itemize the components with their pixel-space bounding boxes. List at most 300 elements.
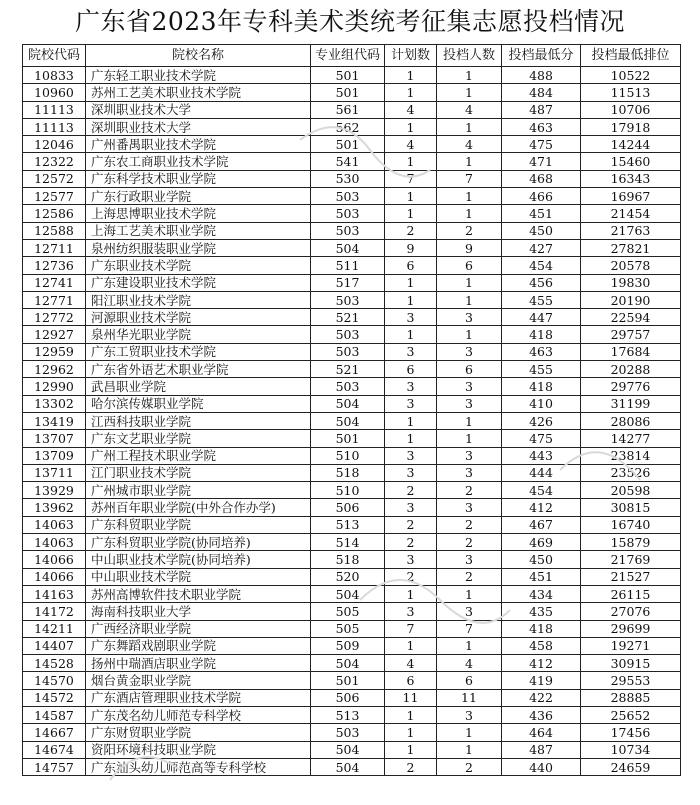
table-cell: 455 [502, 291, 581, 308]
table-cell: 12771 [23, 291, 86, 308]
table-cell: 1 [385, 153, 437, 170]
table-cell: 14063 [23, 534, 86, 551]
table-cell: 1 [437, 118, 502, 135]
table-cell: 2 [385, 222, 437, 239]
table-cell: 13302 [23, 395, 86, 412]
table-row [23, 412, 681, 429]
table-row [23, 499, 681, 516]
table-cell: 3 [385, 603, 437, 620]
table-cell: 3 [437, 499, 502, 516]
table-cell: 6 [385, 361, 437, 378]
table-cell: 14528 [23, 655, 86, 672]
table-cell: 11113 [23, 101, 86, 118]
table-row [23, 257, 681, 274]
table-cell: 广东省外语艺术职业学院 [86, 361, 311, 378]
table-cell: 2 [437, 482, 502, 499]
table-cell: 14572 [23, 689, 86, 706]
table-cell: 11 [437, 689, 502, 706]
table-cell: 14066 [23, 551, 86, 568]
table-row [23, 534, 681, 551]
table-cell: 1 [437, 430, 502, 447]
table-cell: 1 [385, 724, 437, 741]
table-cell: 1 [385, 118, 437, 135]
table-cell: 10833 [23, 67, 86, 84]
table-cell: 6 [437, 672, 502, 689]
table-cell: 20288 [581, 361, 681, 378]
table-cell: 521 [311, 309, 385, 326]
table-cell: 广东轻工职业技术学院 [86, 67, 311, 84]
table-cell: 烟台黄金职业学院 [86, 672, 311, 689]
table-cell: 1 [437, 637, 502, 654]
column-header: 投档最低分 [502, 45, 581, 67]
table-cell: 29553 [581, 672, 681, 689]
table-cell: 21527 [581, 568, 681, 585]
table-cell: 14163 [23, 585, 86, 602]
table-cell: 1 [437, 291, 502, 308]
table-cell: 广州番禺职业技术学院 [86, 136, 311, 153]
column-header: 投档最低排位 [581, 45, 681, 67]
table-cell: 28885 [581, 689, 681, 706]
table-cell: 12586 [23, 205, 86, 222]
table-row [23, 239, 681, 256]
table-cell: 27821 [581, 239, 681, 256]
table-cell: 广东建设职业技术学院 [86, 274, 311, 291]
table-cell: 7 [385, 170, 437, 187]
table-cell: 6 [385, 257, 437, 274]
table-cell: 12927 [23, 326, 86, 343]
table-cell: 17684 [581, 343, 681, 360]
table-cell: 503 [311, 291, 385, 308]
table-cell: 463 [502, 118, 581, 135]
table-cell: 16343 [581, 170, 681, 187]
table-cell: 541 [311, 153, 385, 170]
table-cell: 503 [311, 378, 385, 395]
table-cell: 456 [502, 274, 581, 291]
table-cell: 14277 [581, 430, 681, 447]
table-cell: 454 [502, 257, 581, 274]
table-cell: 511 [311, 257, 385, 274]
table-cell: 471 [502, 153, 581, 170]
table-cell: 资阳环境科技职业学院 [86, 741, 311, 758]
table-cell: 514 [311, 534, 385, 551]
table-cell: 泉州华光职业学院 [86, 326, 311, 343]
table-cell: 30815 [581, 499, 681, 516]
table-row [23, 170, 681, 187]
table-cell: 14674 [23, 741, 86, 758]
table-cell: 2 [437, 534, 502, 551]
table-row [23, 188, 681, 205]
table-cell: 2 [437, 516, 502, 533]
table-cell: 1 [385, 67, 437, 84]
table-cell: 广东酒店管理职业技术学院 [86, 689, 311, 706]
table-cell: 10734 [581, 741, 681, 758]
table-cell: 518 [311, 464, 385, 481]
table-row [23, 637, 681, 654]
table-cell: 503 [311, 343, 385, 360]
table-cell: 12572 [23, 170, 86, 187]
table-cell: 418 [502, 378, 581, 395]
table-cell: 3 [385, 551, 437, 568]
table-row [23, 516, 681, 533]
table-cell: 上海工艺美术职业学院 [86, 222, 311, 239]
table-cell: 12588 [23, 222, 86, 239]
table-cell: 561 [311, 101, 385, 118]
table-cell: 440 [502, 758, 581, 775]
table-row [23, 343, 681, 360]
table-cell: 10960 [23, 84, 86, 101]
table-cell: 450 [502, 551, 581, 568]
table-row [23, 603, 681, 620]
table-cell: 505 [311, 620, 385, 637]
table-cell: 2 [385, 568, 437, 585]
table-cell: 505 [311, 603, 385, 620]
table-cell: 泉州纺织服装职业学院 [86, 239, 311, 256]
table-cell: 12962 [23, 361, 86, 378]
table-cell: 12046 [23, 136, 86, 153]
table-cell: 12711 [23, 239, 86, 256]
table-cell: 14063 [23, 516, 86, 533]
table-cell: 3 [437, 464, 502, 481]
table-cell: 3 [437, 706, 502, 723]
table-cell: 447 [502, 309, 581, 326]
table-cell: 11113 [23, 118, 86, 135]
table-cell: 504 [311, 741, 385, 758]
column-header: 院校代码 [23, 45, 86, 67]
table-cell: 1 [385, 205, 437, 222]
table-cell: 504 [311, 412, 385, 429]
table-row [23, 326, 681, 343]
table-cell: 518 [311, 551, 385, 568]
table-cell: 深圳职业技术大学 [86, 101, 311, 118]
table-cell: 1 [437, 724, 502, 741]
table-cell: 哈尔滨传媒职业学院 [86, 395, 311, 412]
table-cell: 13709 [23, 447, 86, 464]
table-cell: 12772 [23, 309, 86, 326]
table-cell: 广东财贸职业学院 [86, 724, 311, 741]
table-cell: 444 [502, 464, 581, 481]
table-cell: 513 [311, 706, 385, 723]
table-row [23, 689, 681, 706]
table-row [23, 655, 681, 672]
table-row [23, 620, 681, 637]
table-cell: 26115 [581, 585, 681, 602]
table-cell: 513 [311, 516, 385, 533]
table-cell: 海南科技职业大学 [86, 603, 311, 620]
table-cell: 22594 [581, 309, 681, 326]
table-body [23, 67, 681, 776]
table-cell: 458 [502, 637, 581, 654]
table-cell: 501 [311, 84, 385, 101]
table-cell: 4 [437, 655, 502, 672]
table-cell: 广东农工商职业技术学院 [86, 153, 311, 170]
table-cell: 广东科学技术职业学院 [86, 170, 311, 187]
table-row [23, 706, 681, 723]
table-cell: 武昌职业学院 [86, 378, 311, 395]
table-cell: 463 [502, 343, 581, 360]
table-cell: 1 [385, 188, 437, 205]
table-cell: 广东科贸职业学院(协同培养) [86, 534, 311, 551]
table-cell: 13962 [23, 499, 86, 516]
table-cell: 1 [437, 412, 502, 429]
admission-table [22, 44, 681, 776]
table-cell: 10522 [581, 67, 681, 84]
table-cell: 29776 [581, 378, 681, 395]
table-row [23, 585, 681, 602]
table-cell: 1 [437, 84, 502, 101]
table-cell: 14172 [23, 603, 86, 620]
table-cell: 412 [502, 499, 581, 516]
table-cell: 435 [502, 603, 581, 620]
table-cell: 3 [385, 343, 437, 360]
table-cell: 1 [385, 637, 437, 654]
table-cell: 广东科贸职业学院 [86, 516, 311, 533]
table-cell: 21769 [581, 551, 681, 568]
table-cell: 14757 [23, 758, 86, 775]
table-cell: 466 [502, 188, 581, 205]
table-cell: 13711 [23, 464, 86, 481]
table-cell: 20190 [581, 291, 681, 308]
table-row [23, 361, 681, 378]
table-cell: 扬州中瑞酒店职业学院 [86, 655, 311, 672]
table-cell: 506 [311, 499, 385, 516]
table-cell: 451 [502, 205, 581, 222]
table-cell: 14066 [23, 568, 86, 585]
table-cell: 1 [437, 326, 502, 343]
table-cell: 475 [502, 136, 581, 153]
table-cell: 11 [385, 689, 437, 706]
table-cell: 广西经济职业学院 [86, 620, 311, 637]
table-row [23, 551, 681, 568]
table-cell: 3 [385, 447, 437, 464]
column-header: 计划数 [385, 45, 437, 67]
table-cell: 468 [502, 170, 581, 187]
table-cell: 4 [385, 655, 437, 672]
table-cell: 501 [311, 136, 385, 153]
column-header: 专业组代码 [311, 45, 385, 67]
table-cell: 23814 [581, 447, 681, 464]
table-row [23, 464, 681, 481]
table-cell: 4 [437, 101, 502, 118]
table-row [23, 67, 681, 84]
table-cell: 16740 [581, 516, 681, 533]
table-row [23, 222, 681, 239]
table-cell: 469 [502, 534, 581, 551]
table-cell: 426 [502, 412, 581, 429]
table-cell: 12577 [23, 188, 86, 205]
table-cell: 12322 [23, 153, 86, 170]
table-cell: 广东行政职业学院 [86, 188, 311, 205]
table-cell: 广东茂名幼儿师范专科学校 [86, 706, 311, 723]
table-cell: 10706 [581, 101, 681, 118]
table-cell: 7 [385, 620, 437, 637]
table-cell: 2 [385, 758, 437, 775]
table-cell: 苏州工艺美术职业技术学院 [86, 84, 311, 101]
table-cell: 河源职业技术学院 [86, 309, 311, 326]
table-row [23, 136, 681, 153]
table-cell: 484 [502, 84, 581, 101]
table-cell: 1 [385, 274, 437, 291]
table-row [23, 741, 681, 758]
table-cell: 2 [385, 516, 437, 533]
table-cell: 12959 [23, 343, 86, 360]
table-cell: 11513 [581, 84, 681, 101]
table-cell: 广东文艺职业学院 [86, 430, 311, 447]
table-cell: 475 [502, 430, 581, 447]
table-cell: 17456 [581, 724, 681, 741]
table-cell: 451 [502, 568, 581, 585]
table-cell: 1 [437, 274, 502, 291]
table-cell: 1 [437, 585, 502, 602]
table-row [23, 118, 681, 135]
table-cell: 1 [385, 326, 437, 343]
table-cell: 2 [385, 534, 437, 551]
table-cell: 21763 [581, 222, 681, 239]
table-cell: 521 [311, 361, 385, 378]
table-cell: 广州工程技术职业学院 [86, 447, 311, 464]
table-cell: 436 [502, 706, 581, 723]
table-cell: 1 [437, 153, 502, 170]
table-cell: 501 [311, 67, 385, 84]
table-cell: 31199 [581, 395, 681, 412]
table-row [23, 101, 681, 118]
table-cell: 1 [385, 412, 437, 429]
table-cell: 14211 [23, 620, 86, 637]
table-cell: 501 [311, 672, 385, 689]
table-cell: 24659 [581, 758, 681, 775]
table-cell: 江西科技职业学院 [86, 412, 311, 429]
table-cell: 广州城市职业学院 [86, 482, 311, 499]
table-cell: 3 [385, 395, 437, 412]
table-cell: 503 [311, 205, 385, 222]
table-cell: 488 [502, 67, 581, 84]
table-cell: 434 [502, 585, 581, 602]
table-cell: 503 [311, 222, 385, 239]
table-cell: 504 [311, 585, 385, 602]
table-cell: 中山职业技术学院 [86, 568, 311, 585]
table-cell: 427 [502, 239, 581, 256]
table-cell: 3 [437, 309, 502, 326]
table-cell: 13707 [23, 430, 86, 447]
table-cell: 29699 [581, 620, 681, 637]
table-cell: 7 [437, 170, 502, 187]
table-cell: 510 [311, 447, 385, 464]
table-cell: 30915 [581, 655, 681, 672]
table-cell: 504 [311, 758, 385, 775]
table-cell: 1 [385, 585, 437, 602]
table-cell: 412 [502, 655, 581, 672]
table-cell: 17918 [581, 118, 681, 135]
table-cell: 阳江职业技术学院 [86, 291, 311, 308]
table-cell: 12990 [23, 378, 86, 395]
table-cell: 3 [437, 343, 502, 360]
table-row [23, 84, 681, 101]
table-cell: 4 [385, 101, 437, 118]
table-cell: 广东工贸职业技术学院 [86, 343, 311, 360]
table-cell: 3 [385, 309, 437, 326]
table-cell: 6 [385, 672, 437, 689]
table-cell: 29757 [581, 326, 681, 343]
table-cell: 503 [311, 326, 385, 343]
table-cell: 503 [311, 188, 385, 205]
table-cell: 410 [502, 395, 581, 412]
table-cell: 14244 [581, 136, 681, 153]
table-cell: 15460 [581, 153, 681, 170]
table-cell: 苏州百年职业学院(中外合作办学) [86, 499, 311, 516]
table-row [23, 430, 681, 447]
table-cell: 20598 [581, 482, 681, 499]
table-cell: 9 [437, 239, 502, 256]
header-row [23, 45, 681, 67]
table-cell: 12736 [23, 257, 86, 274]
table-row [23, 724, 681, 741]
table-cell: 501 [311, 430, 385, 447]
table-cell: 23526 [581, 464, 681, 481]
table-cell: 9 [385, 239, 437, 256]
table-cell: 530 [311, 170, 385, 187]
table-cell: 455 [502, 361, 581, 378]
table-cell: 504 [311, 239, 385, 256]
table-cell: 25652 [581, 706, 681, 723]
table-cell: 1 [385, 741, 437, 758]
table-row [23, 309, 681, 326]
table-cell: 562 [311, 118, 385, 135]
table-cell: 2 [385, 482, 437, 499]
column-header: 院校名称 [86, 45, 311, 67]
table-cell: 14587 [23, 706, 86, 723]
table-row [23, 758, 681, 775]
table-cell: 422 [502, 689, 581, 706]
table-cell: 广东舞蹈戏剧职业学院 [86, 637, 311, 654]
table-row [23, 482, 681, 499]
table-cell: 19271 [581, 637, 681, 654]
table-cell: 广东汕头幼儿师范高等专科学校 [86, 758, 311, 775]
table-cell: 1 [437, 741, 502, 758]
table-cell: 464 [502, 724, 581, 741]
table-cell: 14407 [23, 637, 86, 654]
table-cell: 3 [437, 378, 502, 395]
column-header: 投档人数 [437, 45, 502, 67]
table-cell: 6 [437, 361, 502, 378]
table-cell: 4 [437, 136, 502, 153]
table-cell: 2 [437, 758, 502, 775]
table-cell: 504 [311, 395, 385, 412]
table-cell: 19830 [581, 274, 681, 291]
table-cell: 13419 [23, 412, 86, 429]
table-cell: 12741 [23, 274, 86, 291]
table-cell: 15879 [581, 534, 681, 551]
table-cell: 14570 [23, 672, 86, 689]
table-row [23, 274, 681, 291]
table-cell: 509 [311, 637, 385, 654]
table-cell: 3 [385, 499, 437, 516]
table-cell: 21454 [581, 205, 681, 222]
table-cell: 6 [437, 257, 502, 274]
table-row [23, 447, 681, 464]
table-cell: 1 [437, 67, 502, 84]
table-cell: 1 [385, 430, 437, 447]
table-cell: 506 [311, 689, 385, 706]
page-title: 广东省2023年专科美术类统考征集志愿投档情况 [74, 7, 626, 36]
table-row [23, 378, 681, 395]
table-cell: 28086 [581, 412, 681, 429]
table-cell: 517 [311, 274, 385, 291]
table-row [23, 672, 681, 689]
table-cell: 14667 [23, 724, 86, 741]
table-row [23, 395, 681, 412]
table-cell: 443 [502, 447, 581, 464]
table-cell: 上海思博职业技术学院 [86, 205, 311, 222]
table-cell: 418 [502, 620, 581, 637]
